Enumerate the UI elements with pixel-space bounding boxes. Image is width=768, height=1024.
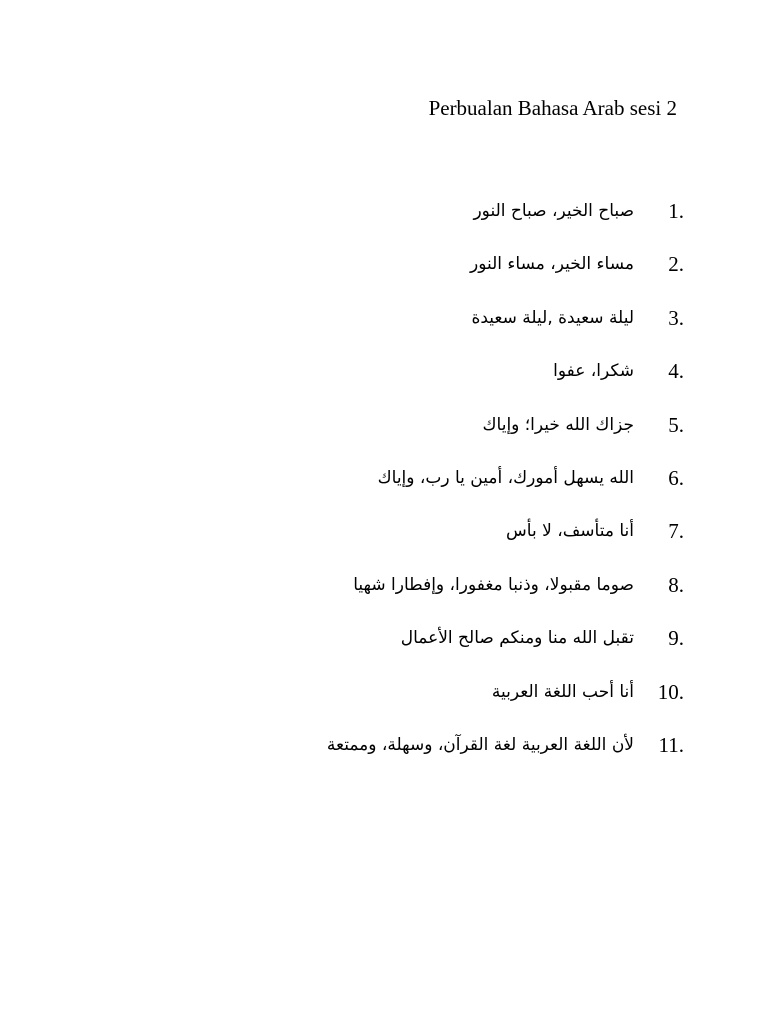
list-item-number: 10. — [657, 679, 684, 704]
list-item-number: 4. — [668, 359, 684, 384]
list-item — [0, 463, 768, 516]
list-item — [0, 410, 768, 463]
list-item-text: شكرا، عفوا — [553, 361, 634, 382]
list-item-number: 1. — [668, 199, 684, 223]
list-item — [0, 249, 768, 302]
list-item-number: 5. — [668, 412, 684, 437]
list-item-number: 3. — [668, 305, 684, 330]
list-item-number: 9. — [668, 626, 684, 651]
list-item-text: تقبل الله منا ومنكم صالح الأعمال — [400, 628, 634, 649]
list-item — [0, 623, 768, 676]
list-item — [0, 196, 768, 249]
list-item-text: ليلة سعيدة ,ليلة سعيدة — [471, 307, 634, 328]
list-item — [0, 677, 768, 730]
list-item-text: جزاك الله خيرا؛ وإياك — [482, 414, 634, 435]
list-item-text: مساء الخير، مساء النور — [470, 254, 634, 275]
list-item-number: 8. — [668, 572, 684, 597]
list-item-text: صوما مقبولا، وذنبا مغفورا، وإفطارا شهيا — [353, 574, 634, 595]
list-item-text: أنا متأسف، لا بأس — [506, 521, 634, 542]
list-item — [0, 516, 768, 569]
list-item-text: الله يسهل أمورك، أمين يا رب، وإياك — [377, 467, 634, 488]
list-item-number: 11. — [658, 732, 684, 757]
list-item — [0, 730, 768, 783]
list-item — [0, 570, 768, 623]
list-item-number: 2. — [668, 252, 684, 277]
list-item-number: 6. — [668, 465, 684, 490]
list-item — [0, 356, 768, 409]
list-item-text: أنا أحب اللغة العربية — [491, 681, 634, 702]
document-title: Perbualan Bahasa Arab sesi 2 — [428, 96, 677, 120]
list-item-number: 7. — [668, 519, 684, 544]
list-item — [0, 303, 768, 356]
list-item-text: صباح الخير، صباح النور — [473, 201, 634, 221]
list-item-text: لأن اللغة العربية لغة القرآن، وسهلة، وممتعة — [326, 734, 634, 755]
phrase-list — [0, 196, 768, 783]
